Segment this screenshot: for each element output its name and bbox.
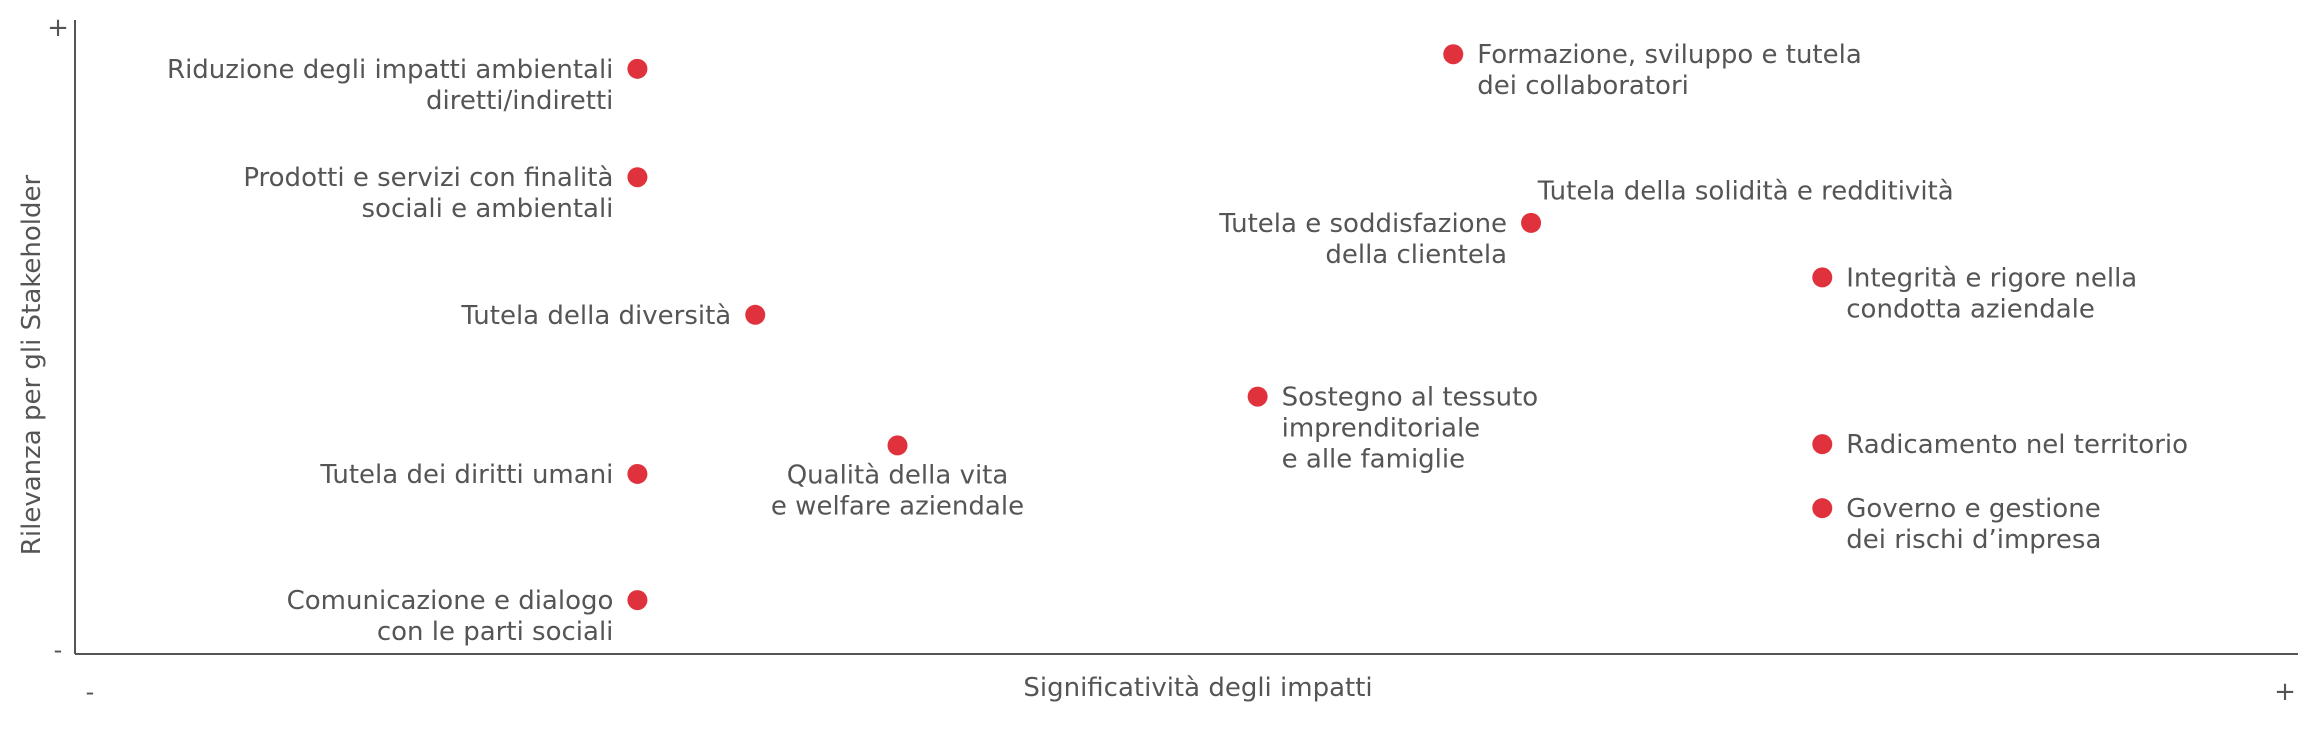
annotation-label: Tutela della solidità e redditività: [1537, 176, 1954, 207]
point-label-line: Prodotti e servizi con finalità: [243, 163, 614, 194]
x-min-tick-label: -: [85, 678, 95, 706]
point-label: [771, 460, 1024, 521]
point-label-line: con le parti sociali: [376, 617, 614, 648]
point-label-line: Governo e gestione: [1846, 494, 2101, 525]
point-label-line: Radicamento nel territorio: [1846, 430, 2189, 461]
point-label: [167, 55, 613, 116]
data-point: [1443, 44, 1463, 64]
labels-layer: [167, 40, 2188, 647]
point-label-line: Tutela dei diritti umani: [320, 459, 614, 490]
point-label-line: Integrità e rigore nella: [1846, 263, 2138, 294]
point-label-line: imprenditoriale: [1281, 413, 1481, 444]
x-max-tick-label: +: [2274, 677, 2296, 707]
data-point: [627, 167, 647, 187]
point-label: [1846, 430, 2188, 460]
point-label-line: Comunicazione e dialogo: [286, 586, 614, 617]
data-point: [1812, 267, 1832, 287]
x-axis-label: Significatività degli impatti: [1023, 673, 1373, 703]
point-label-line: condotta aziendale: [1846, 294, 2095, 325]
point-label-line: Riduzione degli impatti ambientali: [167, 54, 614, 85]
point-label-line: sociali e ambientali: [361, 194, 614, 225]
point-label: [243, 163, 613, 224]
points-layer: [627, 44, 1832, 610]
point-label-line: Sostegno al tessuto: [1281, 382, 1539, 413]
point-label: [1282, 383, 1539, 475]
point-label: [1218, 209, 1507, 270]
point-label: [1477, 40, 1862, 101]
point-label-line: Tutela della diversità: [461, 300, 732, 331]
data-point: [888, 435, 908, 455]
point-label-line: della clientela: [1325, 239, 1508, 270]
data-point: [627, 464, 647, 484]
data-point: [1812, 434, 1832, 454]
y-min-tick-label: -: [53, 636, 63, 664]
point-label-line: Qualità della vita: [786, 460, 1009, 491]
point-label-line: Formazione, sviluppo e tutela: [1477, 40, 1862, 71]
point-label-line: diretti/indiretti: [426, 85, 614, 116]
point-label: [460, 301, 731, 331]
point-label: [1846, 263, 2137, 324]
point-label-line: dei rischi d’impresa: [1846, 525, 2102, 556]
point-label-line: Tutela e soddisfazione: [1219, 208, 1508, 239]
point-label-line: dei collaboratori: [1477, 71, 1689, 102]
data-point: [745, 305, 765, 325]
data-point: [627, 590, 647, 610]
point-label: [319, 460, 613, 490]
data-point: [627, 59, 647, 79]
data-point: [1248, 387, 1268, 407]
y-max-tick-label: +: [47, 13, 69, 43]
point-label: [1846, 494, 2101, 555]
point-label: [287, 586, 614, 647]
point-label-line: e alle famiglie: [1281, 444, 1466, 475]
y-axis-label: Rilevanza per gli Stakeholder: [17, 174, 47, 556]
data-point: [1812, 498, 1832, 518]
data-point: [1521, 213, 1541, 233]
point-label-line: e welfare aziendale: [770, 491, 1025, 522]
